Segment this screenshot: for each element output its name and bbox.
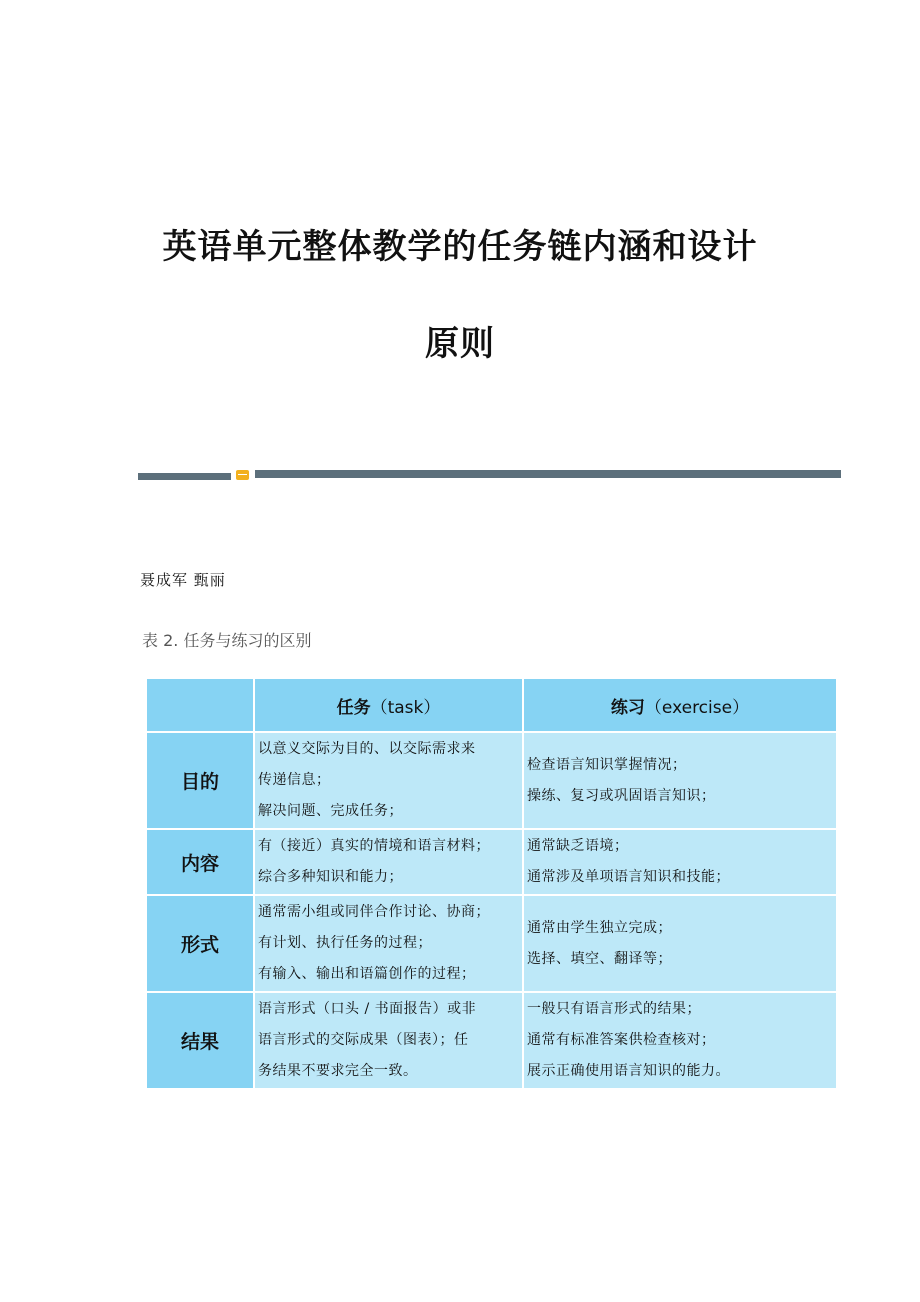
section-divider [138,470,841,480]
table-row [146,992,837,1089]
exercise-cell [523,992,837,1089]
column-header-exercise [523,678,837,732]
row-label: 结果 [146,992,254,1089]
cell-line: 通常有标准答案供检查核对； [527,1032,716,1048]
task-cell [254,732,523,829]
cell-line: 以意义交际为目的、以交际需求来 [258,741,476,757]
column-header-task-sub: （task） [370,697,441,718]
exercise-cell [523,895,837,992]
column-header-task [254,678,523,732]
cell-line: 通常由学生独立完成； [527,919,672,936]
task-cell [254,895,523,992]
cell-line: 操练、复习或巩固语言知识； [527,787,716,804]
cell-line: 选择、填空、翻译等； [527,950,672,967]
exercise-cell [523,829,837,895]
cell-line: 务结果不要求完全一致。 [258,1063,418,1079]
divider-marker-icon [236,470,249,480]
column-header-exercise-main: 练习 [610,697,645,718]
cell-line: 语言形式的交际成果（图表）；任 [258,1032,469,1048]
cell-line: 有输入、输出和语篇创作的过程； [258,966,476,982]
row-label: 内容 [146,829,254,895]
row-label: 形式 [146,895,254,992]
authors: 聂成军 甄丽 [140,571,226,589]
cell-line: 一般只有语言形式的结果； [527,1001,701,1017]
task-cell [254,829,523,895]
table-header-row [146,678,837,732]
table-row [146,895,837,992]
cell-line: 通常需小组或同伴合作讨论、协商； [258,904,490,920]
cell-line: 解决问题、完成任务； [258,803,403,819]
row-label: 目的 [146,732,254,829]
cell-line: 综合多种知识和能力； [258,869,403,885]
cell-line: 通常涉及单项语言知识和技能； [527,869,730,885]
table-row [146,732,837,829]
comparison-table [145,677,838,1090]
task-cell [254,992,523,1089]
cell-line: 语言形式（口头 / 书面报告）或非 [258,1001,477,1017]
table-corner-cell [146,678,254,732]
cell-line: 有（接近）真实的情境和语言材料； [258,838,490,854]
column-header-exercise-sub: （exercise） [644,697,750,718]
document-title-line-2: 原则 [425,324,495,364]
column-header-task-main: 任务 [336,697,371,718]
cell-line: 有计划、执行任务的过程； [258,935,432,951]
cell-line: 传递信息； [258,772,331,788]
table-row [146,829,837,895]
cell-line: 通常缺乏语境； [527,838,629,854]
exercise-cell [523,732,837,829]
table-caption: 表 2. 任务与练习的区别 [142,631,312,650]
cell-line: 展示正确使用语言知识的能力。 [527,1063,730,1079]
cell-line: 检查语言知识掌握情况； [527,756,687,773]
document-title-line-1: 英语单元整体教学的任务链内涵和设计 [162,227,758,267]
